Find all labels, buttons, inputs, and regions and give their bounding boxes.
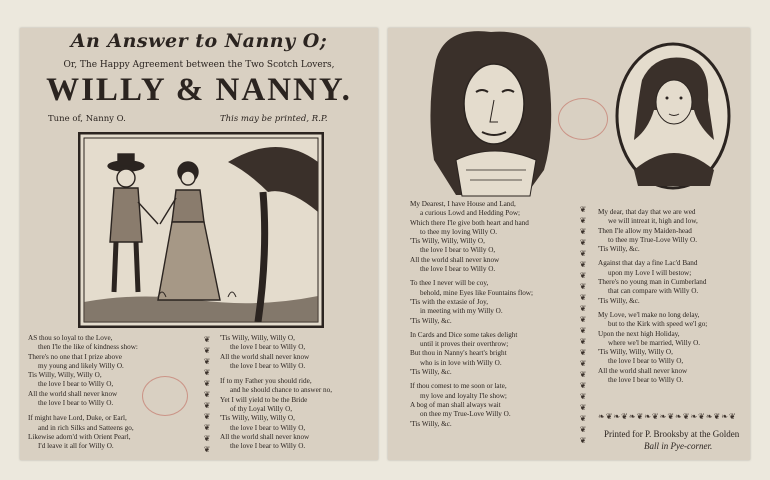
verse-line: But thou in Nanny's heart's bright: [410, 349, 507, 358]
verse-line: All the world shall never know: [220, 432, 310, 441]
verse-line: the love I bear to Willy O.: [420, 265, 496, 274]
verse-line: on thee my True-Love Willy O.: [420, 410, 511, 419]
verse-line: 'Tis Willy, Willy, Willy O,: [220, 414, 295, 423]
verse-line: There's no one that I prize above: [28, 352, 122, 361]
verse-line: To thee I never will be coy,: [410, 279, 489, 288]
ornament-rule: ❧❦❧❦❧❦❧❦❧❦❧❦❧❦❧❦❧❦: [598, 412, 737, 421]
ornament-column-divider: ❦ ❦ ❦ ❦ ❦ ❦ ❦ ❦ ❦ ❦ ❦: [203, 335, 211, 454]
verse-line: upon my Love I will bestow;: [608, 268, 692, 277]
verse-line: to thee my True-Love Willy O.: [608, 235, 698, 244]
verse-line: the love I bear to Willy O.: [230, 442, 306, 451]
verse-line: All the world shall never know: [410, 255, 500, 264]
ornament-column-divider: ❦ ❦ ❦ ❦ ❦ ❦ ❦ ❦ ❦ ❦ ❦ ❦ ❦ ❦ ❦ ❦ ❦ ❦ ❦ ❦ ❦ ❦: [579, 205, 587, 445]
verse-line: of thy Loyal Willy O,: [230, 405, 293, 414]
verse-line: behold, mine Eyes like Fountains flow;: [420, 288, 533, 297]
verse-line: 'Tis Willy, Willy, Willy O,: [598, 348, 673, 357]
verse-line: Then I'le allow my Maiden-head: [598, 226, 692, 235]
verse-line: to thee my loving Willy O.: [420, 227, 498, 236]
verse-line: the love I bear to Willy O.: [230, 361, 306, 370]
verse-line: My dear, that day that we are wed: [598, 208, 696, 216]
verse-line: in meeting with my Willy O.: [420, 307, 503, 316]
verse-line: 'Tis Willy, Willy, Willy O,: [220, 334, 295, 342]
verse-line: If thou comest to me soon or late,: [410, 382, 507, 391]
verse-line: 'Tis with the extasie of Joy,: [410, 297, 489, 306]
right-broadside-sheet: [388, 28, 750, 460]
verse-line: the love I bear to Willy O,: [420, 246, 496, 255]
verse-column-right: [598, 208, 748, 385]
verse-line: but to the Kirk with speed we'l go;: [608, 320, 708, 329]
license-line: This may be printed, R.P.: [220, 114, 328, 124]
verse-line: 'Tis Willy, &c.: [410, 419, 452, 428]
verse-line: Upon the next high Holiday,: [598, 329, 680, 338]
verse-line: the love I bear to Willy O,: [230, 343, 306, 352]
verse-line: 'Tis Willy, Willy, Willy O,: [410, 237, 485, 246]
verse-line: Against that day a fine Lac'd Band: [598, 259, 698, 268]
verse-line: Yet I will yield to be the Bride: [220, 395, 308, 404]
ballad-subtitle: Or, The Happy Agreement between the Two Scotch Lovers,: [63, 60, 335, 70]
verse-line: 'Tis Willy, &c.: [410, 368, 452, 377]
verse-line: then I'le the like of kindness show:: [38, 343, 138, 352]
imprint-line: Printed for P. Brooksby at the Golden: [604, 429, 740, 439]
museum-stamp: [558, 98, 608, 140]
verse-line: I'd leave it all for Willy O.: [38, 442, 114, 451]
left-broadside-sheet: [20, 28, 378, 460]
verse-line: All the world shall never know: [598, 366, 688, 375]
verse-line: 'Tis Willy, &c.: [598, 245, 640, 254]
verse-line: my young and likely Willy O.: [38, 361, 124, 370]
verse-line: the love I bear to Willy O,: [230, 423, 306, 432]
verse-line: the love I bear to Willy O,: [608, 357, 684, 366]
verse-line: until it proves their overthrow;: [420, 340, 509, 349]
verse-line: There's no young man in Cumberland: [598, 278, 707, 287]
verse-line: 'Tis Willy, &c.: [410, 316, 452, 325]
verse-line: who is in love with Willy O.: [420, 358, 502, 367]
verse-column-right: [220, 334, 376, 452]
ballad-names-heading: WILLY & NANNY.: [46, 72, 352, 108]
verse-line: My Dearest, I have House and Land,: [410, 200, 516, 208]
printer-imprint: [604, 428, 750, 452]
verse-line: All the world shall never know: [28, 389, 118, 398]
verse-line: Likewise adorn'd with Orient Pearl,: [28, 432, 131, 441]
verse-line: In Cards and Dice some takes delight: [410, 330, 518, 339]
verse-line: AS thou so loyal to the Love,: [28, 334, 113, 342]
verse-line: the love I bear to Willy O,: [38, 380, 114, 389]
couple-woodcut-image: [78, 132, 324, 328]
willy-portrait-woodcut: [426, 30, 556, 198]
verse-line: If to my Father you should ride,: [220, 377, 312, 386]
verse-line: we will intreat it, high and low,: [608, 217, 698, 226]
imprint-line: Ball in Pye-corner.: [644, 441, 713, 451]
verse-line: and in rich Silks and Satteens go,: [38, 423, 134, 432]
verse-line: If might have Lord, Duke, or Earl,: [28, 414, 127, 423]
verse-column-left: [410, 200, 586, 429]
tune-line: Tune of, Nanny O.: [48, 114, 126, 124]
nanny-portrait-woodcut: [614, 40, 732, 192]
verse-line: and he should chance to answer no,: [230, 386, 332, 395]
verse-line: 'Tis Willy, &c.: [598, 296, 640, 305]
verse-line: All the world shall never know: [220, 352, 310, 361]
ballad-title: An Answer to Nanny O;: [70, 30, 328, 52]
verse-line: where we'l be married, Willy O.: [608, 338, 701, 347]
verse-line: My Love, we'l make no long delay,: [598, 310, 700, 319]
verse-line: A bog of man shall always wait: [410, 400, 501, 409]
verse-line: the love I bear to Willy O.: [608, 376, 684, 385]
verse-line: a curious Lowd and Hedding Pow;: [420, 209, 521, 218]
verse-line: Tis Willy, Willy, Willy O,: [28, 371, 102, 380]
verse-line: the love I bear to Willy O.: [38, 399, 114, 408]
verse-line: my love and loyalty I'le show;: [420, 391, 507, 400]
museum-stamp: [142, 376, 188, 416]
verse-line: Which there I'le give both heart and hand: [410, 218, 529, 227]
verse-line: that can compare with Willy O.: [608, 287, 699, 296]
